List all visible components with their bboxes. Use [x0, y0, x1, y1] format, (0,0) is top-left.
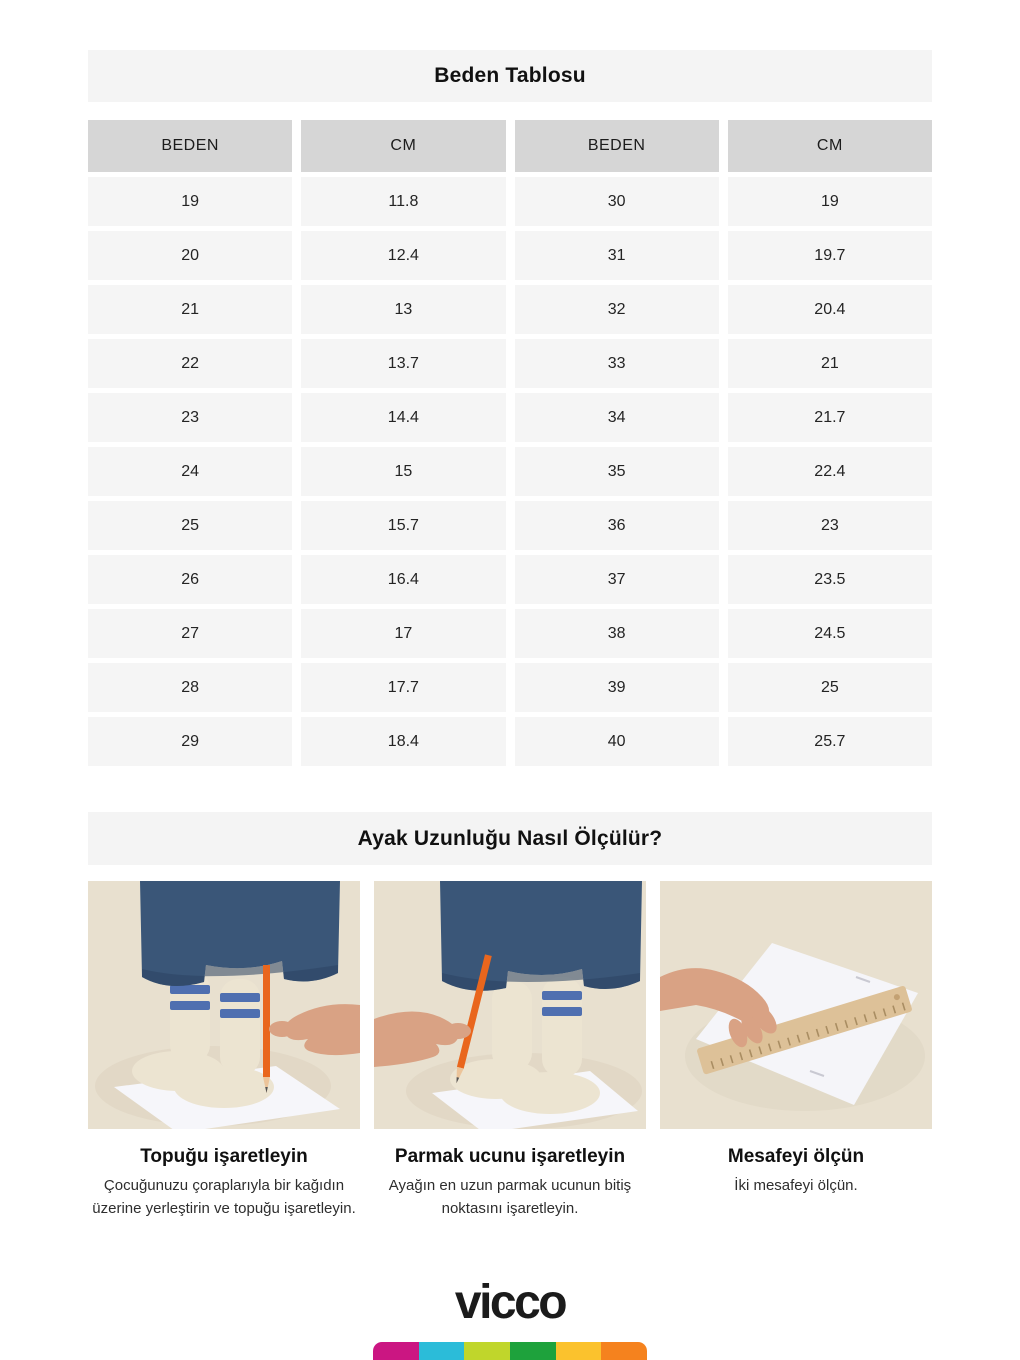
- step-card-measure: [660, 881, 932, 1220]
- size-cell: 38: [515, 609, 719, 658]
- size-cell: 24.5: [728, 609, 932, 658]
- color-segment: [556, 1342, 602, 1360]
- measure-distance-photo: [660, 881, 932, 1129]
- size-cell: 31: [515, 231, 719, 280]
- column-header: BEDEN: [88, 120, 292, 172]
- size-cell: 25: [88, 501, 292, 550]
- size-cell: 17.7: [301, 663, 505, 712]
- step-description: Çocuğunuzu çoraplarıyla bir kağıdın üzerine yerleştirin ve topuğu işaretleyin.: [92, 1177, 356, 1217]
- size-cell: 16.4: [301, 555, 505, 604]
- measure-steps: [88, 881, 932, 1220]
- column-header: CM: [728, 120, 932, 172]
- step-card-mark-toe: [374, 881, 646, 1220]
- size-cell: 22: [88, 339, 292, 388]
- size-cell: 30: [515, 177, 719, 226]
- size-cell: 11.8: [301, 177, 505, 226]
- size-cell: 33: [515, 339, 719, 388]
- size-cell: 18.4: [301, 717, 505, 766]
- size-cell: 19.7: [728, 231, 932, 280]
- size-cell: 39: [515, 663, 719, 712]
- step-description: İki mesafeyi ölçün.: [734, 1177, 858, 1194]
- size-cell: 27: [88, 609, 292, 658]
- step-description: Ayağın en uzun parmak ucunun bitiş noktasını işaretleyin.: [388, 1177, 632, 1217]
- size-cell: 26: [88, 555, 292, 604]
- size-cell: 37: [515, 555, 719, 604]
- column-header: CM: [301, 120, 505, 172]
- brand-color-bar: [373, 1342, 647, 1360]
- size-cell: 19: [728, 177, 932, 226]
- size-cell: 23: [88, 393, 292, 442]
- size-cell: 36: [515, 501, 719, 550]
- size-cell: 21.7: [728, 393, 932, 442]
- size-cell: 23: [728, 501, 932, 550]
- size-cell: 21: [728, 339, 932, 388]
- step-title: Parmak ucunu işaretleyin: [394, 1146, 626, 1167]
- size-cell: 12.4: [301, 231, 505, 280]
- step-title: Mesafeyi ölçün: [727, 1146, 865, 1167]
- size-cell: 15: [301, 447, 505, 496]
- color-segment: [601, 1342, 647, 1360]
- size-cell: 21: [88, 285, 292, 334]
- vicco-logo: vicco: [454, 1276, 566, 1329]
- size-cell: 23.5: [728, 555, 932, 604]
- column-header: BEDEN: [515, 120, 719, 172]
- measure-section-title: Ayak Uzunluğu Nasıl Ölçülür?: [88, 812, 932, 865]
- size-cell: 24: [88, 447, 292, 496]
- size-table: [88, 120, 932, 766]
- size-cell: 32: [515, 285, 719, 334]
- size-cell: 15.7: [301, 501, 505, 550]
- size-table-title: Beden Tablosu: [88, 50, 932, 102]
- step-title: Topuğu işaretleyin: [140, 1146, 308, 1167]
- size-cell: 28: [88, 663, 292, 712]
- size-cell: 14.4: [301, 393, 505, 442]
- color-segment: [373, 1342, 419, 1360]
- size-cell: 25.7: [728, 717, 932, 766]
- size-cell: 29: [88, 717, 292, 766]
- brand-footer: [0, 1276, 1020, 1360]
- size-cell: 35: [515, 447, 719, 496]
- size-cell: 13: [301, 285, 505, 334]
- mark-toe-photo: [374, 881, 646, 1129]
- size-cell: 17: [301, 609, 505, 658]
- size-cell: 40: [515, 717, 719, 766]
- color-segment: [510, 1342, 556, 1360]
- color-segment: [419, 1342, 465, 1360]
- size-cell: 13.7: [301, 339, 505, 388]
- mark-heel-photo: [88, 881, 360, 1129]
- size-cell: 34: [515, 393, 719, 442]
- size-cell: 20: [88, 231, 292, 280]
- step-card-mark-heel: [88, 881, 360, 1220]
- color-segment: [464, 1342, 510, 1360]
- size-cell: 20.4: [728, 285, 932, 334]
- size-cell: 19: [88, 177, 292, 226]
- size-cell: 22.4: [728, 447, 932, 496]
- size-cell: 25: [728, 663, 932, 712]
